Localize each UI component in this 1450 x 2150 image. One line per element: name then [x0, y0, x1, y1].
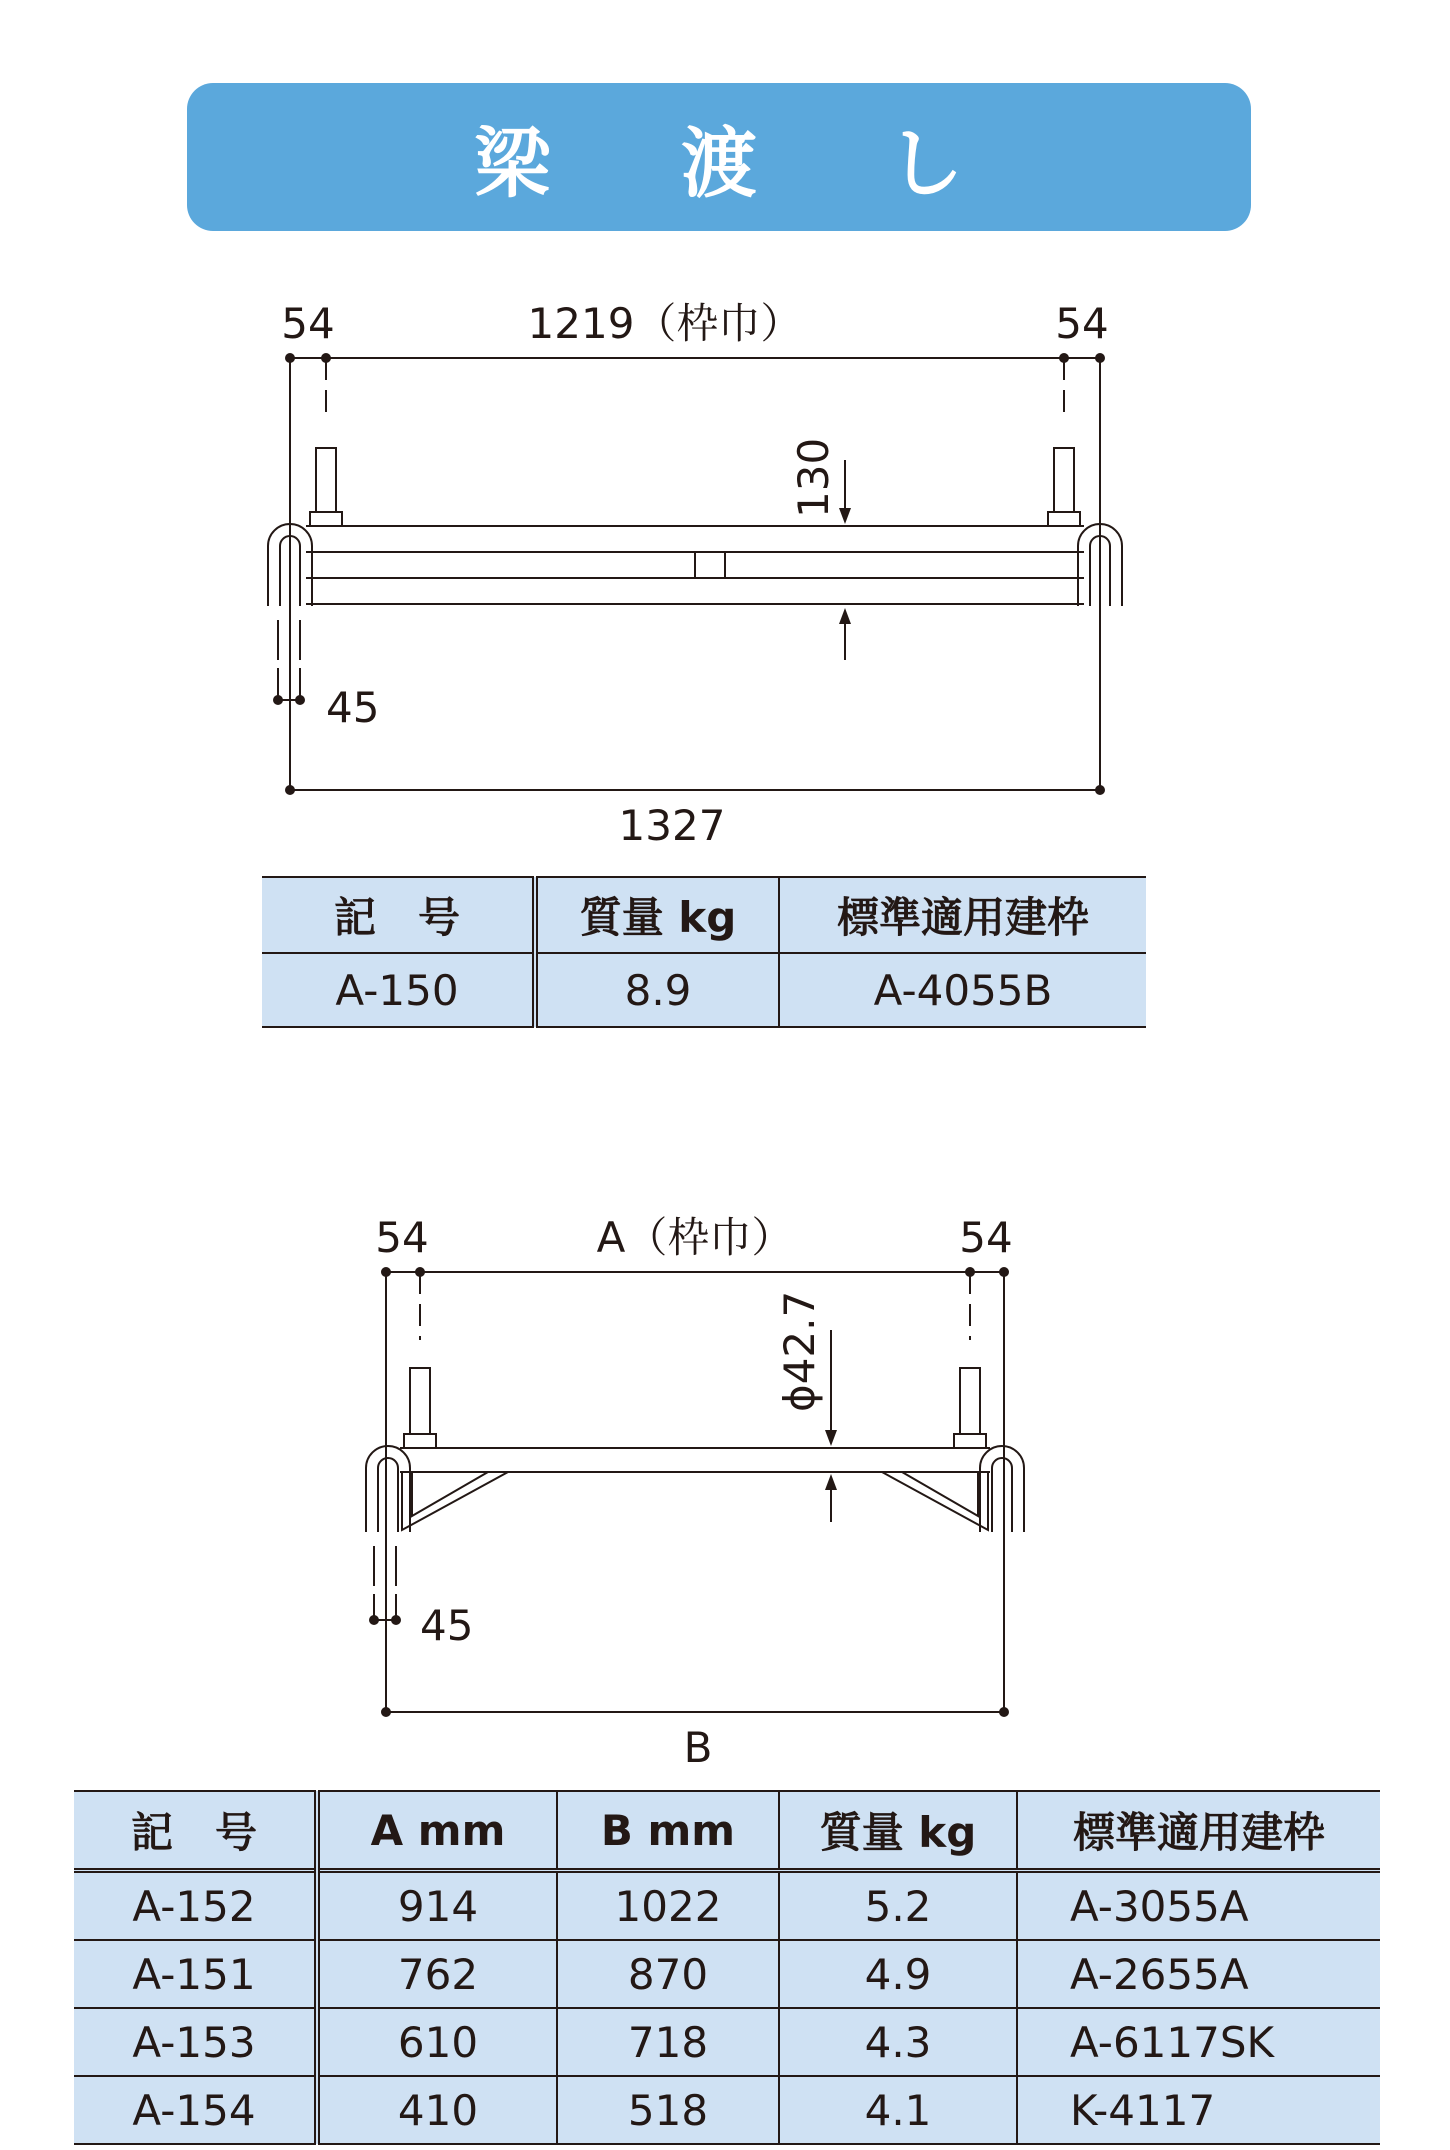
cell-b: 518 [557, 2076, 779, 2144]
cell-code: A-154 [74, 2076, 317, 2144]
col-header-frame: 標準適用建枠 [1017, 1791, 1380, 1871]
dim-diameter-label: ϕ42.7 [775, 1290, 824, 1412]
cell-code: A-153 [74, 2008, 317, 2076]
dim-left-label: 54 [281, 299, 335, 348]
col-header-mass: 質量 kg [535, 877, 779, 953]
dim-width-label: A（枠巾） [596, 1213, 794, 1262]
cell-code: A-152 [74, 1871, 317, 1941]
dim-height-label: 130 [789, 437, 838, 518]
col-header-a: A mm [317, 1791, 557, 1871]
cell-b: 718 [557, 2008, 779, 2076]
cell-a: 914 [317, 1871, 557, 1941]
table-row [74, 1871, 1380, 1941]
cell-mass: 4.9 [779, 1940, 1017, 2008]
cell-code: A-151 [74, 1940, 317, 2008]
spec-table-series [74, 1790, 1380, 2145]
table-row [74, 2076, 1380, 2144]
dim-total-label: B [683, 1723, 713, 1772]
cell-code: A-150 [262, 953, 535, 1027]
dim-total-label: 1327 [618, 801, 726, 850]
col-header-frame: 標準適用建枠 [779, 877, 1146, 953]
cell-frame: K-4117 [1070, 2085, 1216, 2135]
dim-left-label: 54 [375, 1213, 429, 1262]
cell-b: 870 [557, 1940, 779, 2008]
dim-right-label: 54 [1055, 299, 1109, 348]
page-title: 梁 渡 し [474, 118, 1016, 208]
cell-frame: A-2655A [1017, 1940, 1380, 2008]
col-header-code: 記 号 [74, 1791, 317, 1871]
col-header-mass: 質量 kg [779, 1791, 1017, 1871]
cell-mass: 4.1 [779, 2076, 1017, 2144]
cell-mass: 4.3 [779, 2008, 1017, 2076]
cell-mass: 8.9 [535, 953, 779, 1027]
cell-frame: A-3055A [1017, 1871, 1380, 1941]
table-row [74, 2008, 1380, 2076]
col-header-b: B mm [557, 1791, 779, 1871]
cell-a: 610 [317, 2008, 557, 2076]
cell-frame: A-4055B [873, 965, 1053, 1015]
dim-pin-label: 45 [420, 1601, 474, 1650]
col-header-code: 記 号 [262, 877, 535, 953]
dim-pin-label: 45 [326, 683, 380, 732]
cell-b: 1022 [557, 1871, 779, 1941]
dim-width-label: 1219（枠巾） [527, 299, 803, 348]
cell-frame: A-6117SK [1017, 2008, 1380, 2076]
dim-right-label: 54 [959, 1213, 1013, 1262]
cell-a: 762 [317, 1940, 557, 2008]
cell-a: 410 [317, 2076, 557, 2144]
cell-mass: 5.2 [779, 1871, 1017, 1941]
table-row [74, 1940, 1380, 2008]
